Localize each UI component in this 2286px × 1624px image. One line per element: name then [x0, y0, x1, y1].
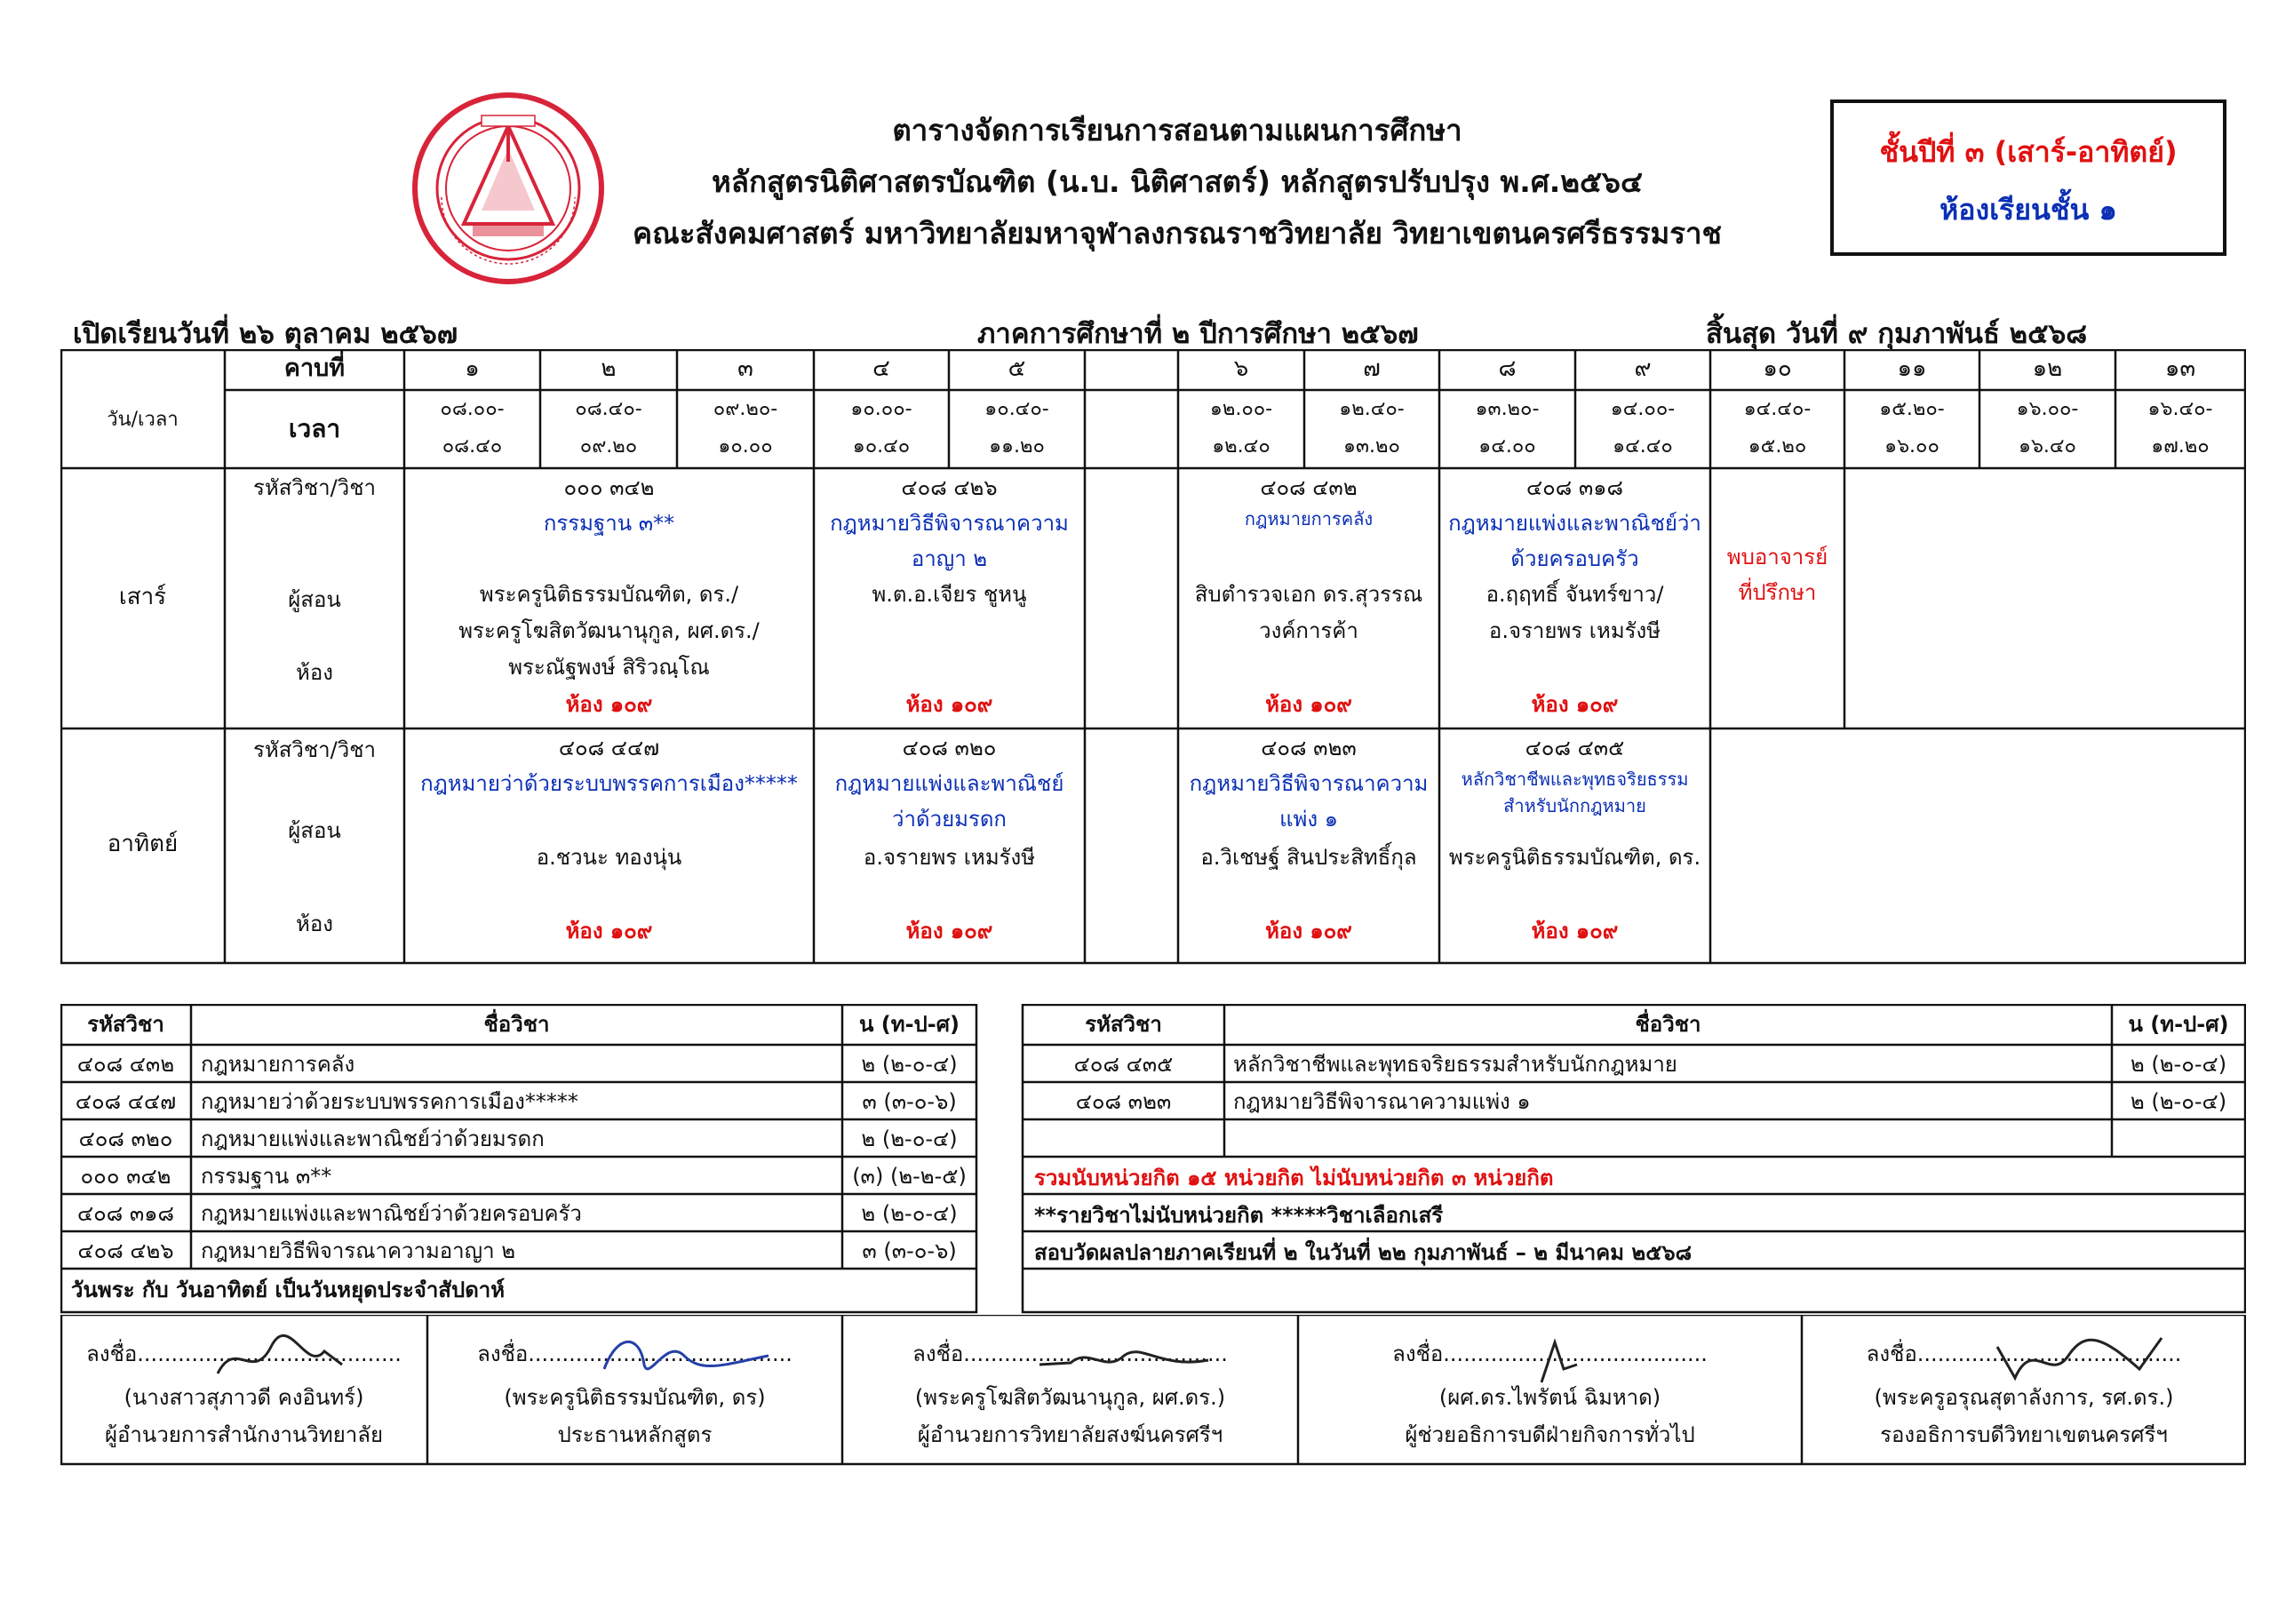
- course-title: หลักวิชาชีพและพุทธจริยธรรม: [1461, 768, 1689, 790]
- course-credit: ๒ (๒-๐-๔): [861, 1052, 958, 1077]
- signer-role: รองอธิการบดีวิทยาเขตนครศรีฯ: [1880, 1422, 2168, 1447]
- handwritten-signature: [1515, 1329, 1693, 1391]
- period-time-end: ๑๐.๐๐: [718, 435, 773, 458]
- period-time-start: ๐๙.๒๐-: [713, 398, 778, 420]
- col-header-name-right: ชื่อวิชา: [1635, 1012, 1701, 1037]
- course-code: ๔๐๘ ๓๑๘: [76, 1201, 175, 1226]
- handwritten-signature: [600, 1329, 777, 1391]
- course-name: หลักวิชาชีพและพุทธจริยธรรมสำหรับนักกฎหมาย: [1233, 1052, 1677, 1077]
- exam-period: สอบวัดผลปลายภาคเรียนที่ ๒ ในวันที่ ๒๒ กุมภาพันธ์ – ๒ มีนาคม ๒๕๖๘: [1034, 1240, 1693, 1265]
- col-header-code-left: รหัสวิชา: [87, 1012, 164, 1037]
- period-number: ๑๑: [1897, 355, 1927, 382]
- period-time-end: ๑๕.๒๐: [1748, 435, 1807, 458]
- course-teacher: วงค์การค้า: [1259, 618, 1358, 643]
- corner-label: วัน/เวลา: [107, 409, 179, 431]
- handwritten-signature: [1035, 1329, 1213, 1391]
- course-credit: ๒ (๒-๐-๔): [2130, 1052, 2227, 1077]
- course-name: กฎหมายการคลัง: [201, 1052, 355, 1077]
- course-credit: ๒ (๒-๐-๔): [861, 1126, 958, 1151]
- course-name: กรรมฐาน ๓**: [201, 1164, 332, 1189]
- credit-note: **รายวิชาไม่นับหน่วยกิต *****วิชาเลือกเสรี: [1034, 1203, 1444, 1228]
- period-time-start: ๑๔.๐๐-: [1610, 398, 1676, 420]
- row-label-teacher: ผู้สอน: [288, 587, 341, 612]
- course-title: แพ่ง ๑: [1279, 807, 1338, 832]
- course-code: ๔๐๘ ๓๑๘: [1525, 475, 1624, 500]
- signer-name: (ผศ.ดร.ไพรัตน์ ฉิมหาด): [1438, 1385, 1661, 1410]
- course-title: อาญา ๒: [911, 546, 988, 571]
- signature-label: ลงชื่อ.......................................: [427, 1329, 842, 1379]
- course-title: กฎหมายวิธีพิจารณาความ: [830, 511, 1069, 536]
- period-time-start: ๐๘.๐๐-: [440, 398, 505, 420]
- signer-role: ประธานหลักสูตร: [557, 1422, 713, 1447]
- classroom: ห้องเรียนชั้น ๑: [1940, 193, 2117, 227]
- course-code: ๔๐๘ ๓๒๓: [1261, 736, 1357, 760]
- row-label-room: ห้อง: [296, 660, 333, 685]
- course-teacher: อ.ฤฤทธิ์ จันทร์ขาว/: [1486, 582, 1664, 607]
- course-room: ห้อง ๑๐๙: [1531, 919, 1619, 943]
- course-code: ๔๐๘ ๔๓๒: [1260, 475, 1358, 500]
- course-teacher: พระณัฐพงษ์ สิริวณฺโณ: [508, 655, 710, 680]
- course-teacher: พระครูนิติธรรมบัณฑิต, ดร.: [1448, 845, 1701, 870]
- period-number: ๖: [1233, 355, 1249, 382]
- period-number: ๑๐: [1763, 355, 1792, 382]
- class-info-box: [1830, 100, 2226, 256]
- period-time-end: ๑๖.๐๐: [1884, 435, 1940, 458]
- period-time-end: ๑๔.๐๐: [1478, 435, 1536, 458]
- credit-total: รวมนับหน่วยกิต ๑๕ หน่วยกิต ไม่นับหน่วยกิต ๓ หน่วยกิต: [1034, 1166, 1554, 1190]
- course-title: ว่าด้วยมรดก: [892, 807, 1007, 832]
- handwritten-signature: [209, 1329, 386, 1391]
- period-number: ๕: [1008, 355, 1026, 382]
- course-title: กฎหมายวิธีพิจารณาความ: [1189, 771, 1429, 796]
- period-time-end: ๑๒.๔๐: [1212, 435, 1270, 458]
- period-time-start: ๑๓.๒๐-: [1475, 398, 1540, 420]
- period-time-start: ๐๘.๔๐-: [575, 398, 642, 420]
- course-teacher: พระครูโฆสิตวัฒนานุกูล, ผศ.ดร./: [458, 618, 760, 643]
- title-line-2: หลักสูตรนิติศาสตรบัณฑิต (น.บ. นิติศาสตร์) หลักสูตรปรับปรุง พ.ศ.๒๕๖๔: [712, 164, 1643, 199]
- period-number: ๗: [1363, 355, 1381, 382]
- period-number: ๑: [465, 355, 480, 382]
- schedule-table: [60, 349, 2246, 965]
- course-credit: ๒ (๒-๐-๔): [861, 1201, 958, 1226]
- signer-role: ผู้อำนวยการวิทยาลัยสงฆ์นครศรีฯ: [917, 1422, 1223, 1447]
- signature-block: [427, 1315, 842, 1453]
- course-credit: ๓ (๓-๐-๖): [862, 1238, 957, 1263]
- course-room: ห้อง ๑๐๙: [1265, 919, 1352, 943]
- signature-block: [842, 1315, 1298, 1453]
- course-room: ห้อง ๑๐๙: [1265, 692, 1352, 717]
- period-time-start: ๑๕.๒๐-: [1879, 398, 1945, 420]
- col-header-code-right: รหัสวิชา: [1085, 1012, 1162, 1037]
- signer-role: ผู้อำนวยการสำนักงานวิทยาลัย: [104, 1422, 384, 1447]
- row-label-teacher: ผู้สอน: [288, 818, 341, 843]
- course-teacher: อ.จรายพร เหมรังษี: [1488, 618, 1661, 643]
- period-time-start: ๑๔.๔๐-: [1743, 398, 1812, 420]
- period-time-start: ๑๐.๐๐-: [850, 398, 912, 420]
- course-credit: ๓ (๓-๐-๖): [862, 1089, 957, 1114]
- signature-label: ลงชื่อ.......................................: [60, 1329, 427, 1379]
- course-teacher: พระครูนิติธรรมบัณฑิต, ดร./: [479, 582, 739, 607]
- course-title: สำหรับนักกฎหมาย: [1503, 795, 1646, 816]
- course-room: ห้อง ๑๐๙: [905, 692, 993, 717]
- holiday-note: วันพระ กับ วันอาทิตย์ เป็นวันหยุดประจำสัปดาห์: [71, 1278, 506, 1302]
- class-year: ชั้นปีที่ ๓ (เสาร์-อาทิตย์): [1879, 135, 2178, 169]
- period-time-end: ๑๓.๒๐: [1343, 435, 1400, 458]
- course-teacher: พ.ต.อ.เจียร ชูหนู: [872, 582, 1027, 607]
- course-teacher: อ.ชวนะ ทองนุ่น: [536, 845, 682, 870]
- course-code: ๔๐๘ ๔๓๒: [76, 1052, 175, 1077]
- course-name: กฎหมายวิธีพิจารณาความอาญา ๒: [201, 1238, 516, 1263]
- advisor-note: พบอาจารย์: [1726, 545, 1828, 569]
- course-code: ๔๐๘ ๔๓๕: [1525, 736, 1625, 760]
- period-time-end: ๐๘.๔๐: [442, 435, 503, 458]
- course-code: ๔๐๘ ๔๒๖: [901, 475, 998, 500]
- course-teacher: อ.จรายพร เหมรังษี: [863, 845, 1036, 870]
- row-label-room: ห้อง: [296, 912, 333, 936]
- period-label: คาบที่: [283, 354, 346, 382]
- day-name: อาทิตย์: [107, 831, 179, 857]
- course-name: กฎหมายวิธีพิจารณาความแพ่ง ๑: [1233, 1089, 1531, 1114]
- col-header-credit-right: น (ท-ป-ศ): [2128, 1012, 2229, 1037]
- course-code: ๔๐๘ ๔๔๗: [558, 736, 660, 760]
- signer-role: ผู้ช่วยอธิการบดีฝ่ายกิจการทั่วไป: [1405, 1422, 1695, 1447]
- course-title: กฎหมายแพ่งและพาณิชย์: [834, 771, 1064, 796]
- period-number: ๑๒: [2032, 355, 2063, 382]
- signature-label: ลงชื่อ.......................................: [842, 1329, 1298, 1379]
- period-time-end: ๐๙.๒๐: [579, 435, 638, 458]
- course-table: [60, 1004, 2246, 1315]
- day-name: เสาร์: [118, 583, 167, 610]
- period-time-end: ๑๗.๒๐: [2151, 435, 2210, 458]
- signer-name: (พระครูโฆสิตวัฒนานุกูล, ผศ.ดร.): [914, 1385, 1226, 1410]
- course-code: ๔๐๘ ๓๒๐: [78, 1126, 173, 1151]
- period-time-end: ๑๔.๔๐: [1613, 435, 1673, 458]
- row-label-code: รหัสวิชา/วิชา: [253, 737, 376, 762]
- course-title: ด้วยครอบครัว: [1510, 546, 1639, 571]
- course-room: ห้อง ๑๐๙: [565, 919, 653, 943]
- period-number: ๓: [737, 355, 753, 382]
- semester-label: ภาคการศึกษาที่ ๒ ปีการศึกษา ๒๕๖๗: [977, 318, 1419, 350]
- signature-label: ลงชื่อ.......................................: [1298, 1329, 1802, 1379]
- title-line-1: ตารางจัดการเรียนการสอนตามแผนการศึกษา: [892, 113, 1462, 147]
- course-teacher: สิบตำรวจเอก ดร.สุวรรณ: [1194, 582, 1423, 607]
- signature-label: ลงชื่อ.......................................: [1802, 1329, 2246, 1379]
- course-name: กฎหมายว่าด้วยระบบพรรคการเมือง*****: [201, 1089, 578, 1114]
- course-code: ๔๐๘ ๔๓๕: [1073, 1052, 1174, 1077]
- period-number: ๙: [1634, 355, 1652, 382]
- course-title: กฎหมายว่าด้วยระบบพรรคการเมือง*****: [420, 771, 798, 796]
- signer-name: (พระครูนิติธรรมบัณฑิต, ดร): [504, 1385, 766, 1410]
- signature-block: [60, 1315, 427, 1453]
- time-label: เวลา: [288, 414, 341, 443]
- period-time-end: ๑๐.๔๐: [852, 435, 911, 458]
- advisor-note: ที่ปรึกษา: [1738, 580, 1817, 605]
- course-room: ห้อง ๑๐๙: [1531, 692, 1619, 717]
- period-time-start: ๑๒.๔๐-: [1339, 398, 1405, 420]
- period-number: ๒: [601, 355, 617, 382]
- row-label-code: รหัสวิชา/วิชา: [253, 475, 376, 500]
- period-time-start: ๑๒.๐๐-: [1209, 398, 1273, 420]
- title-line-3: คณะสังคมศาสตร์ มหาวิทยาลัยมหาจุฬาลงกรณราชวิทยาลัย วิทยาเขตนครศรีธรรมราช: [633, 216, 1722, 251]
- course-code: ๔๐๘ ๓๒๐: [902, 736, 997, 760]
- signature-block: [1802, 1315, 2246, 1453]
- signature-section: [60, 1315, 2246, 1464]
- course-title: กฎหมายแพ่งและพาณิชย์ว่า: [1448, 511, 1701, 536]
- signer-name: (พระครูอรุณสุตาลังการ, รศ.ดร.): [1874, 1385, 2174, 1410]
- course-credit: (๓) (๒-๒-๕): [852, 1164, 967, 1189]
- period-time-end: ๑๖.๔๐: [2018, 435, 2076, 458]
- course-code: ๐๐๐ ๓๔๒: [80, 1164, 171, 1189]
- course-code: ๔๐๘ ๔๔๗: [75, 1089, 177, 1114]
- course-room: ห้อง ๑๐๙: [565, 692, 653, 717]
- signature-block: [1298, 1315, 1802, 1453]
- period-number: ๔: [872, 355, 890, 382]
- end-date: สิ้นสุด วันที่ ๙ กุมภาพันธ์ ๒๕๖๘: [1706, 318, 2088, 350]
- start-date: เปิดเรียนวันที่ ๒๖ ตุลาคม ๒๕๖๗: [73, 318, 458, 350]
- period-number: ๑๓: [2164, 355, 2196, 382]
- course-code: ๔๐๘ ๔๒๖: [77, 1238, 174, 1263]
- course-code: ๐๐๐ ๓๔๒: [563, 475, 655, 500]
- course-credit: ๒ (๒-๐-๔): [2130, 1089, 2227, 1114]
- course-title: กรรมฐาน ๓**: [543, 511, 675, 536]
- course-name: กฎหมายแพ่งและพาณิชย์ว่าด้วยมรดก: [201, 1126, 545, 1151]
- course-room: ห้อง ๑๐๙: [905, 919, 993, 943]
- col-header-name-left: ชื่อวิชา: [483, 1012, 550, 1037]
- course-title: กฎหมายการคลัง: [1244, 508, 1374, 529]
- handwritten-signature: [1988, 1329, 2166, 1391]
- col-header-credit-left: น (ท-ป-ศ): [859, 1012, 960, 1037]
- course-teacher: อ.วิเชษฐ์ สินประสิทธิ์กุล: [1200, 845, 1417, 870]
- period-time-start: ๑๖.๔๐-: [2147, 398, 2213, 420]
- period-time-start: ๑๐.๔๐-: [984, 398, 1049, 420]
- signer-name: (นางสาวสุภาวดี คงอินทร์): [123, 1385, 364, 1410]
- period-time-start: ๑๖.๐๐-: [2016, 398, 2079, 420]
- period-number: ๘: [1498, 355, 1517, 382]
- period-time-end: ๑๑.๒๐: [989, 435, 1045, 458]
- course-name: กฎหมายแพ่งและพาณิชย์ว่าด้วยครอบครัว: [201, 1201, 582, 1226]
- course-code: ๔๐๘ ๓๒๓: [1075, 1089, 1172, 1114]
